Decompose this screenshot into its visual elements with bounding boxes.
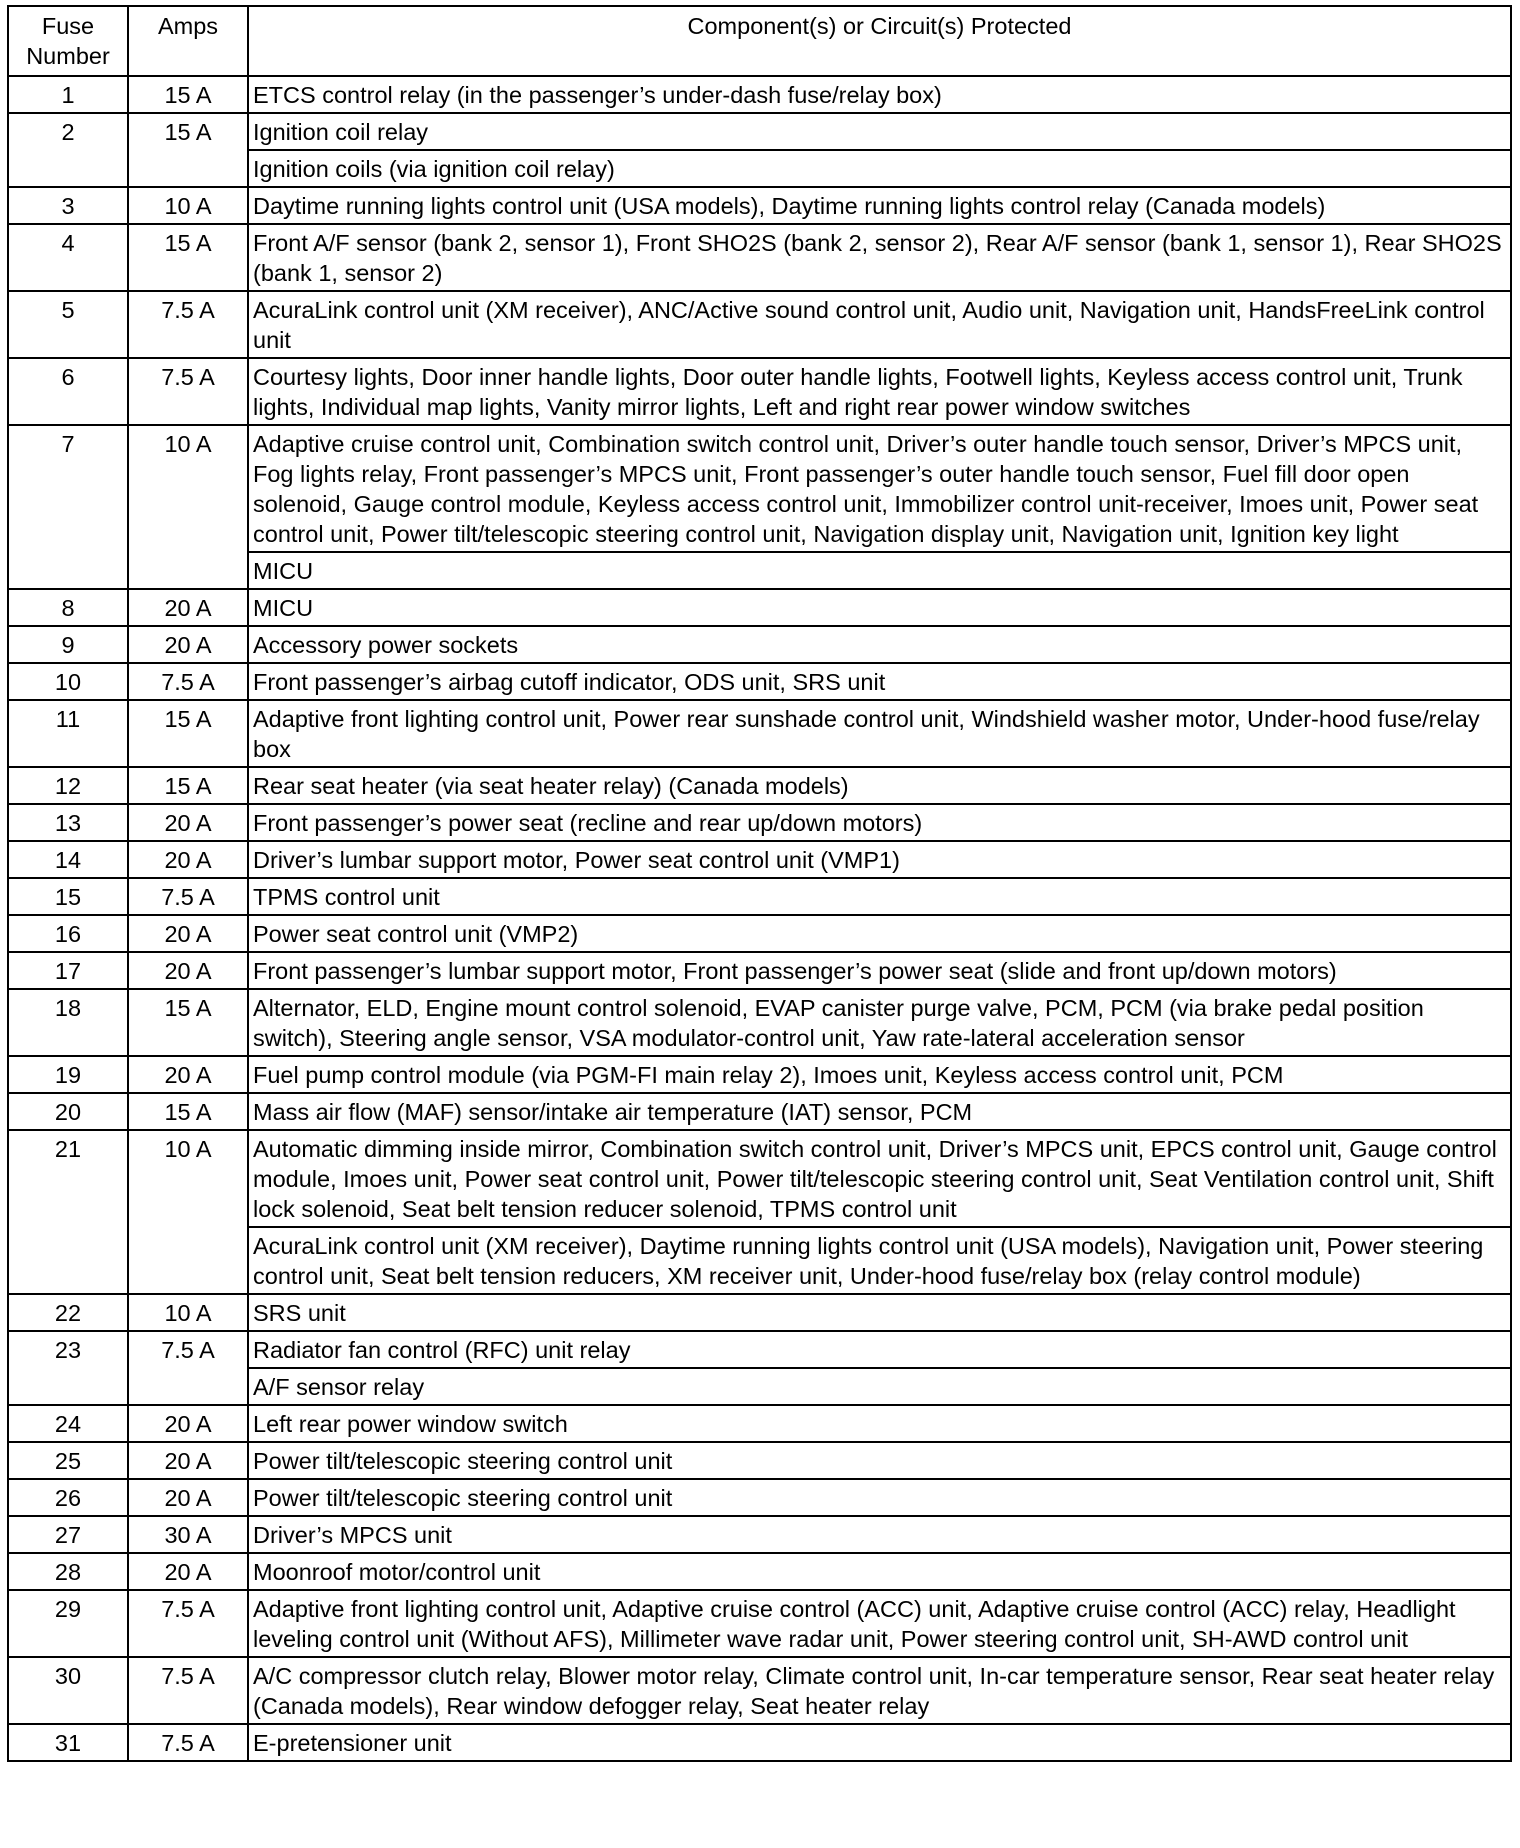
fuse-number: 18 bbox=[8, 989, 128, 1056]
table-row bbox=[8, 113, 1511, 150]
fuse-number: 6 bbox=[8, 358, 128, 425]
fuse-components: Mass air flow (MAF) sensor/intake air temperature (IAT) sensor, PCM bbox=[248, 1093, 1511, 1130]
table-row bbox=[8, 224, 1511, 291]
fuse-amps: 15 A bbox=[128, 224, 248, 291]
table-row bbox=[8, 1130, 1511, 1227]
header-amps: Amps bbox=[128, 6, 248, 76]
fuse-components: Courtesy lights, Door inner handle lights, Door outer handle lights, Footwell lights, Keyless access control unit, Trunk lights, Individual map lights, Vanity mirror lights, Left and right rear power window switches bbox=[248, 358, 1511, 425]
table-row bbox=[8, 915, 1511, 952]
fuse-components: TPMS control unit bbox=[248, 878, 1511, 915]
table-row bbox=[8, 1590, 1511, 1657]
table-row bbox=[8, 989, 1511, 1056]
fuse-number: 27 bbox=[8, 1516, 128, 1553]
fuse-amps: 20 A bbox=[128, 952, 248, 989]
fuse-number: 21 bbox=[8, 1130, 128, 1294]
fuse-amps: 10 A bbox=[128, 187, 248, 224]
fuse-amps: 15 A bbox=[128, 767, 248, 804]
fuse-amps: 7.5 A bbox=[128, 1331, 248, 1405]
fuse-components: Accessory power sockets bbox=[248, 626, 1511, 663]
table-row bbox=[8, 1724, 1511, 1761]
fuse-components: Front passenger’s power seat (recline and rear up/down motors) bbox=[248, 804, 1511, 841]
fuse-amps: 7.5 A bbox=[128, 358, 248, 425]
fuse-number: 8 bbox=[8, 589, 128, 626]
fuse-number: 1 bbox=[8, 76, 128, 113]
table-row bbox=[8, 626, 1511, 663]
fuse-amps: 20 A bbox=[128, 1405, 248, 1442]
fuse-number: 11 bbox=[8, 700, 128, 767]
fuse-number: 16 bbox=[8, 915, 128, 952]
table-row bbox=[8, 1331, 1511, 1368]
fuse-number: 5 bbox=[8, 291, 128, 358]
table-row bbox=[8, 425, 1511, 552]
fuse-number: 10 bbox=[8, 663, 128, 700]
fuse-number: 25 bbox=[8, 1442, 128, 1479]
fuse-number: 4 bbox=[8, 224, 128, 291]
fuse-amps: 15 A bbox=[128, 989, 248, 1056]
fuse-table-body bbox=[8, 76, 1511, 1761]
fuse-amps: 7.5 A bbox=[128, 1724, 248, 1761]
fuse-amps: 20 A bbox=[128, 804, 248, 841]
fuse-components: A/F sensor relay bbox=[248, 1368, 1511, 1405]
fuse-components: Front passenger’s airbag cutoff indicator, ODS unit, SRS unit bbox=[248, 663, 1511, 700]
fuse-components: Fuel pump control module (via PGM-FI main relay 2), Imoes unit, Keyless access control unit, PCM bbox=[248, 1056, 1511, 1093]
fuse-amps: 7.5 A bbox=[128, 1590, 248, 1657]
fuse-number: 9 bbox=[8, 626, 128, 663]
fuse-amps: 20 A bbox=[128, 589, 248, 626]
fuse-components: Driver’s MPCS unit bbox=[248, 1516, 1511, 1553]
fuse-components: Alternator, ELD, Engine mount control solenoid, EVAP canister purge valve, PCM, PCM (via brake pedal position switch), Steering angle sensor, VSA modulator-control unit, Yaw rate-lateral acceleration sensor bbox=[248, 989, 1511, 1056]
table-row bbox=[8, 1405, 1511, 1442]
table-row bbox=[8, 952, 1511, 989]
fuse-amps: 7.5 A bbox=[128, 1657, 248, 1724]
fuse-number: 29 bbox=[8, 1590, 128, 1657]
fuse-components: Rear seat heater (via seat heater relay) (Canada models) bbox=[248, 767, 1511, 804]
fuse-components: AcuraLink control unit (XM receiver), ANC/Active sound control unit, Audio unit, Navigation unit, HandsFreeLink control unit bbox=[248, 291, 1511, 358]
table-row bbox=[8, 358, 1511, 425]
table-row bbox=[8, 1056, 1511, 1093]
table-row bbox=[8, 1553, 1511, 1590]
fuse-amps: 20 A bbox=[128, 1056, 248, 1093]
fuse-amps: 20 A bbox=[128, 915, 248, 952]
fuse-components: Radiator fan control (RFC) unit relay bbox=[248, 1331, 1511, 1368]
fuse-number: 20 bbox=[8, 1093, 128, 1130]
fuse-amps: 7.5 A bbox=[128, 878, 248, 915]
fuse-components: AcuraLink control unit (XM receiver), Daytime running lights control unit (USA models), Navigation unit, Power steering control unit, Seat belt tension reducers, XM receiver unit, Under-hood fuse/relay box (relay control module) bbox=[248, 1227, 1511, 1294]
fuse-components: Adaptive front lighting control unit, Power rear sunshade control unit, Windshield washer motor, Under-hood fuse/relay box bbox=[248, 700, 1511, 767]
fuse-number: 30 bbox=[8, 1657, 128, 1724]
fuse-components: A/C compressor clutch relay, Blower motor relay, Climate control unit, In-car temperature sensor, Rear seat heater relay (Canada models), Rear window defogger relay, Seat heater relay bbox=[248, 1657, 1511, 1724]
fuse-components: E-pretensioner unit bbox=[248, 1724, 1511, 1761]
fuse-number: 7 bbox=[8, 425, 128, 589]
fuse-amps: 20 A bbox=[128, 1553, 248, 1590]
table-row bbox=[8, 1516, 1511, 1553]
fuse-amps: 20 A bbox=[128, 626, 248, 663]
fuse-components: Front A/F sensor (bank 2, sensor 1), Front SHO2S (bank 2, sensor 2), Rear A/F sensor (bank 1, sensor 1), Rear SHO2S (bank 1, sensor 2) bbox=[248, 224, 1511, 291]
table-row bbox=[8, 187, 1511, 224]
fuse-components: Front passenger’s lumbar support motor, Front passenger’s power seat (slide and front up/down motors) bbox=[248, 952, 1511, 989]
fuse-amps: 30 A bbox=[128, 1516, 248, 1553]
fuse-number: 22 bbox=[8, 1294, 128, 1331]
fuse-amps: 20 A bbox=[128, 1442, 248, 1479]
fuse-number: 23 bbox=[8, 1331, 128, 1405]
fuse-components: Adaptive cruise control unit, Combination switch control unit, Driver’s outer handle touch sensor, Driver’s MPCS unit, Fog lights relay, Front passenger’s MPCS unit, Front passenger’s outer handle touch sensor, Fuel fill door open solenoid, Gauge control module, Keyless access control unit, Immobilizer control unit-receiver, Imoes unit, Power seat control unit, Power tilt/telescopic steering control unit, Navigation display unit, Navigation unit, Ignition key light bbox=[248, 425, 1511, 552]
fuse-components: Driver’s lumbar support motor, Power seat control unit (VMP1) bbox=[248, 841, 1511, 878]
fuse-components: Automatic dimming inside mirror, Combination switch control unit, Driver’s MPCS unit, EPCS control unit, Gauge control module, Imoes unit, Power seat control unit, Power tilt/telescopic steering control unit, Seat Ventilation control unit, Shift lock solenoid, Seat belt tension reducer solenoid, TPMS control unit bbox=[248, 1130, 1511, 1227]
fuse-number: 13 bbox=[8, 804, 128, 841]
fuse-amps: 15 A bbox=[128, 76, 248, 113]
fuse-components: Adaptive front lighting control unit, Adaptive cruise control (ACC) unit, Adaptive cruise control (ACC) relay, Headlight leveling control unit (Without AFS), Millimeter wave radar unit, Power steering control unit, SH-AWD control unit bbox=[248, 1590, 1511, 1657]
fuse-components: SRS unit bbox=[248, 1294, 1511, 1331]
table-row bbox=[8, 1657, 1511, 1724]
header-fuse-number: Fuse Number bbox=[8, 6, 128, 76]
table-row bbox=[8, 878, 1511, 915]
fuse-amps: 20 A bbox=[128, 1479, 248, 1516]
fuse-components: Left rear power window switch bbox=[248, 1405, 1511, 1442]
table-row bbox=[8, 76, 1511, 113]
fuse-number: 12 bbox=[8, 767, 128, 804]
fuse-number: 3 bbox=[8, 187, 128, 224]
fuse-number: 2 bbox=[8, 113, 128, 187]
fuse-number: 14 bbox=[8, 841, 128, 878]
fuse-components: Moonroof motor/control unit bbox=[248, 1553, 1511, 1590]
fuse-number: 24 bbox=[8, 1405, 128, 1442]
fuse-components: MICU bbox=[248, 589, 1511, 626]
table-row bbox=[8, 700, 1511, 767]
fuse-number: 26 bbox=[8, 1479, 128, 1516]
table-row bbox=[8, 1442, 1511, 1479]
fuse-number: 15 bbox=[8, 878, 128, 915]
fuse-components: Power seat control unit (VMP2) bbox=[248, 915, 1511, 952]
fuse-number: 28 bbox=[8, 1553, 128, 1590]
fuse-amps: 15 A bbox=[128, 113, 248, 187]
fuse-number: 31 bbox=[8, 1724, 128, 1761]
fuse-components: Power tilt/telescopic steering control unit bbox=[248, 1442, 1511, 1479]
fuse-number: 17 bbox=[8, 952, 128, 989]
table-row bbox=[8, 804, 1511, 841]
fuse-components: Ignition coils (via ignition coil relay) bbox=[248, 150, 1511, 187]
table-row bbox=[8, 1479, 1511, 1516]
fuse-amps: 7.5 A bbox=[128, 291, 248, 358]
fuse-amps: 10 A bbox=[128, 1294, 248, 1331]
header-row bbox=[8, 6, 1511, 76]
fuse-amps: 20 A bbox=[128, 841, 248, 878]
table-row bbox=[8, 1294, 1511, 1331]
fuse-number: 19 bbox=[8, 1056, 128, 1093]
fuse-table bbox=[7, 5, 1512, 1762]
fuse-amps: 7.5 A bbox=[128, 663, 248, 700]
fuse-amps: 15 A bbox=[128, 1093, 248, 1130]
table-row bbox=[8, 663, 1511, 700]
fuse-amps: 15 A bbox=[128, 700, 248, 767]
fuse-amps: 10 A bbox=[128, 1130, 248, 1294]
table-row bbox=[8, 1093, 1511, 1130]
fuse-components: MICU bbox=[248, 552, 1511, 589]
fuse-components: ETCS control relay (in the passenger’s under-dash fuse/relay box) bbox=[248, 76, 1511, 113]
fuse-components: Ignition coil relay bbox=[248, 113, 1511, 150]
fuse-amps: 10 A bbox=[128, 425, 248, 589]
fuse-components: Daytime running lights control unit (USA models), Daytime running lights control relay (Canada models) bbox=[248, 187, 1511, 224]
table-row bbox=[8, 767, 1511, 804]
table-row bbox=[8, 291, 1511, 358]
header-components: Component(s) or Circuit(s) Protected bbox=[248, 6, 1511, 76]
fuse-components: Power tilt/telescopic steering control unit bbox=[248, 1479, 1511, 1516]
table-row bbox=[8, 589, 1511, 626]
table-row bbox=[8, 841, 1511, 878]
